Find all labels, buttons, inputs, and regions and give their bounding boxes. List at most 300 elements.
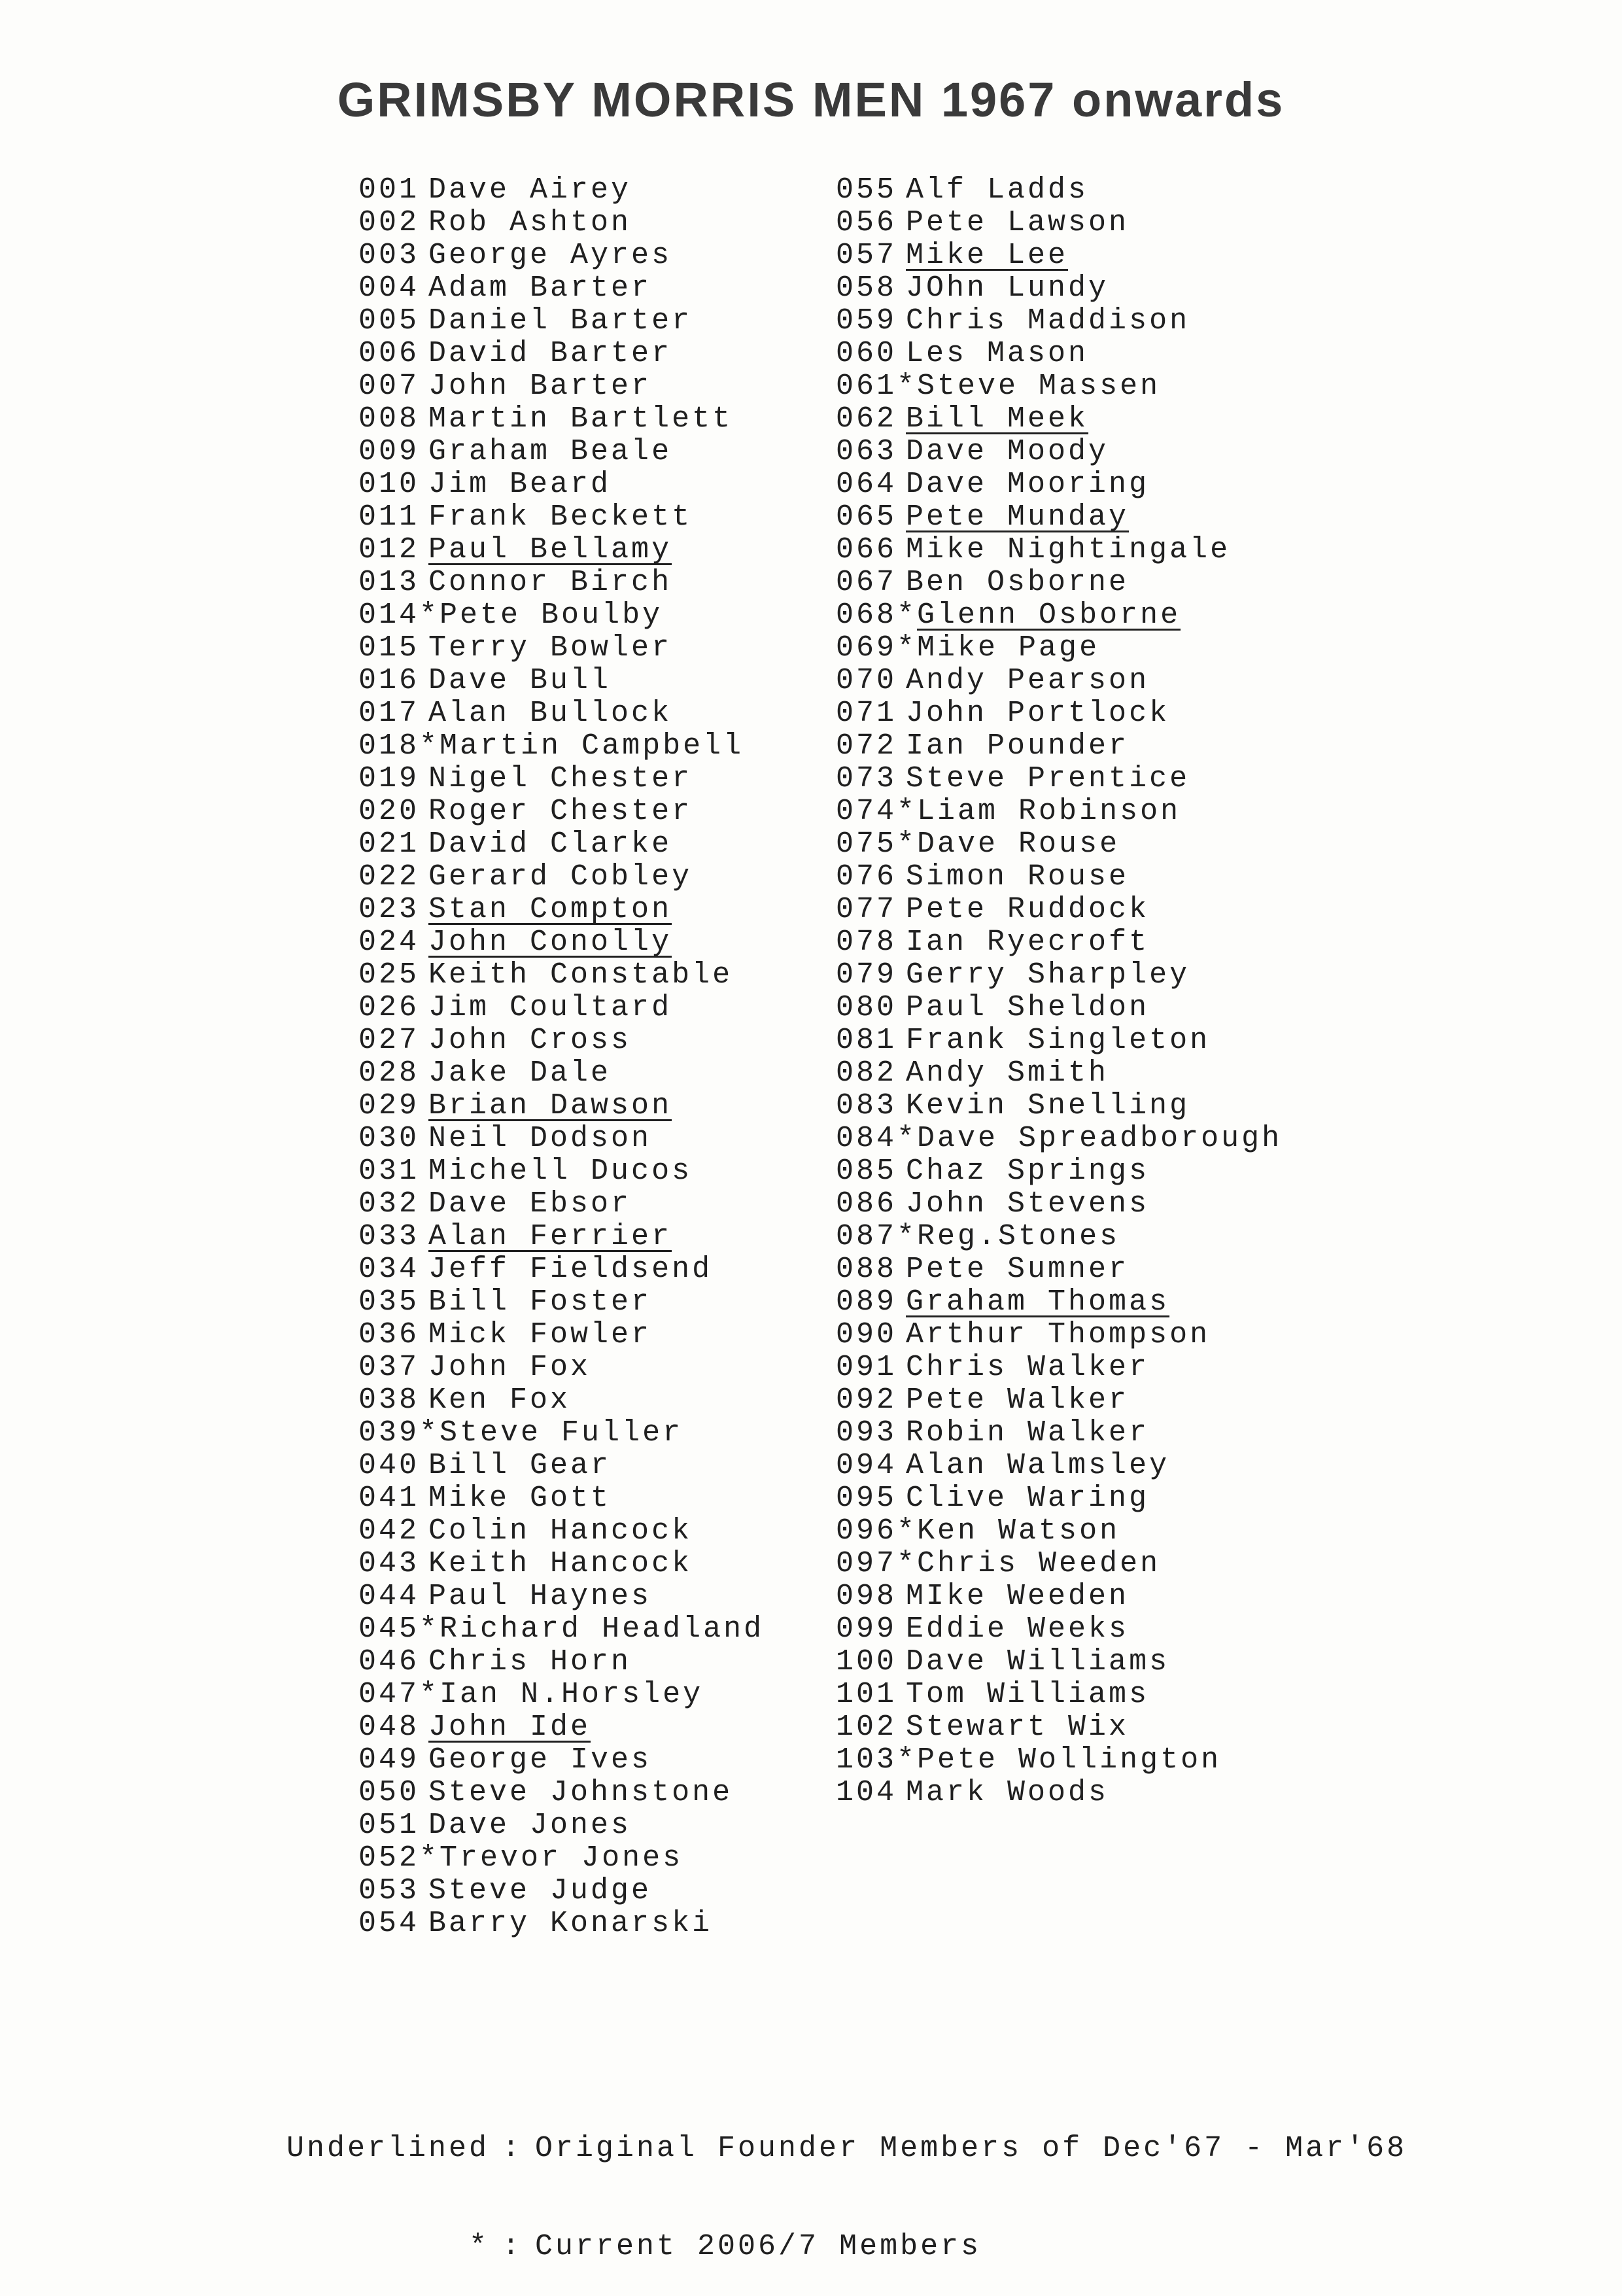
member-entry <box>836 1450 1282 1482</box>
member-number: 015 <box>358 631 420 665</box>
member-entry <box>836 1122 1282 1155</box>
member-name: Keith Hancock <box>428 1547 693 1580</box>
member-number: 066 <box>836 533 897 566</box>
member-entry <box>836 1646 1282 1679</box>
member-entry <box>358 632 764 665</box>
member-number: 047 <box>358 1678 420 1711</box>
number-gap <box>419 1384 428 1417</box>
member-entry <box>836 239 1282 272</box>
member-number: 042 <box>358 1514 420 1548</box>
member-entry <box>836 1515 1282 1548</box>
member-entry <box>836 1711 1282 1744</box>
member-entry <box>836 861 1282 894</box>
member-number: 046 <box>358 1645 420 1679</box>
member-entry <box>358 566 764 599</box>
number-gap <box>419 1188 428 1221</box>
member-entry <box>836 468 1282 501</box>
member-name: Richard Headland <box>440 1612 765 1646</box>
member-number: 076 <box>836 860 897 894</box>
member-name: John Fox <box>428 1351 591 1384</box>
member-number: 012 <box>358 533 420 566</box>
member-number: 101 <box>836 1678 897 1711</box>
member-name: Reg.Stones <box>917 1220 1120 1253</box>
member-name: Keith Constable <box>428 958 733 992</box>
member-number: 089 <box>836 1285 897 1319</box>
member-name: Mike Gott <box>428 1482 612 1515</box>
member-name: Trevor Jones <box>440 1841 683 1875</box>
member-entry <box>358 1809 764 1842</box>
member-name: George Ives <box>428 1743 652 1777</box>
member-name: Brian Dawson <box>428 1089 672 1122</box>
number-gap <box>897 894 906 926</box>
member-name: Pete Wollington <box>917 1743 1222 1777</box>
legend-separator: : <box>502 2132 523 2165</box>
member-name: Pete Lawson <box>906 206 1130 239</box>
member-number: 001 <box>358 173 420 207</box>
number-gap <box>419 697 428 730</box>
member-name: Rob Ashton <box>428 206 632 239</box>
number-gap <box>897 1450 906 1482</box>
member-name: Chris Walker <box>906 1351 1150 1384</box>
member-name: Jeff Fieldsend <box>428 1253 713 1286</box>
member-number: 052 <box>358 1841 420 1875</box>
number-gap <box>419 338 428 370</box>
current-member-asterisk: * <box>897 1743 918 1777</box>
member-number: 014 <box>358 599 420 632</box>
member-name: JOhn Lundy <box>906 271 1109 305</box>
member-entry <box>836 992 1282 1024</box>
member-name: Alan Walmsley <box>906 1449 1170 1482</box>
member-number: 067 <box>836 566 897 599</box>
member-entry <box>358 1450 764 1482</box>
member-number: 091 <box>836 1351 897 1384</box>
number-gap <box>419 468 428 501</box>
member-name: Alf Ladds <box>906 173 1089 207</box>
number-gap <box>419 1777 428 1809</box>
member-number: 103 <box>836 1743 897 1777</box>
member-name: Arthur Thompson <box>906 1318 1211 1351</box>
member-number: 090 <box>836 1318 897 1351</box>
number-gap <box>897 1188 906 1221</box>
member-name: Chaz Springs <box>906 1155 1150 1188</box>
member-number: 013 <box>358 566 420 599</box>
members-list-left <box>358 174 764 1940</box>
number-gap <box>897 272 906 305</box>
member-name: Ken Watson <box>917 1514 1120 1548</box>
member-entry <box>358 239 764 272</box>
member-name: Pete Boulby <box>440 599 663 632</box>
member-entry <box>836 1417 1282 1450</box>
member-number: 075 <box>836 827 897 861</box>
number-gap <box>419 894 428 926</box>
member-entry <box>358 272 764 305</box>
member-name: Pete Sumner <box>906 1253 1130 1286</box>
member-number: 019 <box>358 762 420 795</box>
member-entry <box>358 1679 764 1711</box>
member-number: 038 <box>358 1383 420 1417</box>
member-name: Mike Page <box>917 631 1100 665</box>
number-gap <box>897 1679 906 1711</box>
member-number: 018 <box>358 729 420 763</box>
member-number: 025 <box>358 958 420 992</box>
member-number: 007 <box>358 370 420 403</box>
member-entry <box>358 338 764 370</box>
member-name: Bill Gear <box>428 1449 612 1482</box>
member-name: Dave Williams <box>906 1645 1170 1679</box>
member-number: 041 <box>358 1482 420 1515</box>
current-member-asterisk: * <box>419 599 440 632</box>
current-member-asterisk: * <box>897 1122 918 1155</box>
member-name: Dave Rouse <box>917 827 1120 861</box>
member-number: 080 <box>836 991 897 1024</box>
member-entry <box>836 632 1282 665</box>
member-name: Liam Robinson <box>917 795 1181 828</box>
member-name: Chris Weeden <box>917 1547 1161 1580</box>
member-entry <box>358 174 764 207</box>
member-name: Steve Fuller <box>440 1416 683 1450</box>
member-number: 055 <box>836 173 897 207</box>
member-name: Andy Smith <box>906 1056 1109 1090</box>
member-entry <box>358 1024 764 1057</box>
member-name: Dave Airey <box>428 173 632 207</box>
number-gap <box>419 1253 428 1286</box>
member-number: 034 <box>358 1253 420 1286</box>
member-number: 056 <box>836 206 897 239</box>
member-name: Pete Ruddock <box>906 893 1150 926</box>
member-name: Jim Coultard <box>428 991 672 1024</box>
member-entry <box>358 992 764 1024</box>
member-number: 060 <box>836 337 897 370</box>
member-entry <box>836 730 1282 763</box>
member-name: Kevin Snelling <box>906 1089 1190 1122</box>
number-gap <box>897 1711 906 1744</box>
member-entry <box>358 436 764 468</box>
member-name: Tom Williams <box>906 1678 1150 1711</box>
number-gap <box>897 730 906 763</box>
member-name: Martin Campbell <box>440 729 744 763</box>
member-name: Alan Ferrier <box>428 1220 672 1253</box>
member-name: Frank Singleton <box>906 1024 1211 1057</box>
number-gap <box>419 828 428 861</box>
legend-separator: : <box>502 2230 523 2263</box>
member-number: 098 <box>836 1580 897 1613</box>
number-gap <box>897 338 906 370</box>
number-gap <box>897 959 906 992</box>
member-name: Bill Meek <box>906 402 1089 436</box>
member-name: Glenn Osborne <box>917 599 1181 632</box>
member-name: Gerard Cobley <box>428 860 693 894</box>
member-name: Jake Dale <box>428 1056 612 1090</box>
member-entry <box>836 1057 1282 1090</box>
member-name: Chris Maddison <box>906 304 1190 338</box>
current-member-asterisk: * <box>897 631 918 665</box>
member-number: 077 <box>836 893 897 926</box>
member-name: Ian Pounder <box>906 729 1130 763</box>
member-entry <box>836 1580 1282 1613</box>
member-entry <box>836 894 1282 926</box>
number-gap <box>897 239 906 272</box>
member-entry <box>358 763 764 795</box>
member-number: 088 <box>836 1253 897 1286</box>
number-gap <box>419 370 428 403</box>
member-name: Mark Woods <box>906 1776 1109 1809</box>
number-gap <box>419 174 428 207</box>
member-name: Mike Nightingale <box>906 533 1231 566</box>
member-entry <box>836 1482 1282 1515</box>
member-name: John Portlock <box>906 697 1170 730</box>
member-name: George Ayres <box>428 239 672 272</box>
member-entry <box>836 763 1282 795</box>
member-entry <box>836 1744 1282 1777</box>
member-entry <box>836 305 1282 338</box>
member-entry <box>358 1515 764 1548</box>
member-number: 049 <box>358 1743 420 1777</box>
current-member-asterisk: * <box>897 827 918 861</box>
member-number: 082 <box>836 1056 897 1090</box>
number-gap <box>897 305 906 338</box>
member-entry <box>836 1286 1282 1319</box>
member-number: 084 <box>836 1122 897 1155</box>
legend-current-key: * <box>468 2230 489 2263</box>
member-entry <box>836 665 1282 697</box>
member-number: 031 <box>358 1155 420 1188</box>
member-number: 021 <box>358 827 420 861</box>
number-gap <box>897 1482 906 1515</box>
member-number: 063 <box>836 435 897 468</box>
member-entry <box>358 1090 764 1122</box>
member-number: 061 <box>836 370 897 403</box>
member-name: John Barter <box>428 370 652 403</box>
number-gap <box>897 1613 906 1646</box>
member-entry <box>358 1907 764 1940</box>
current-member-asterisk: * <box>897 370 918 403</box>
member-number: 079 <box>836 958 897 992</box>
member-name: David Barter <box>428 337 672 370</box>
number-gap <box>419 501 428 534</box>
current-member-asterisk: * <box>897 1220 918 1253</box>
member-entry <box>358 1253 764 1286</box>
number-gap <box>419 1319 428 1351</box>
member-name: Jim Beard <box>428 468 612 501</box>
member-name: Frank Beckett <box>428 500 693 534</box>
number-gap <box>897 1417 906 1450</box>
member-name: Terry Bowler <box>428 631 672 665</box>
member-number: 095 <box>836 1482 897 1515</box>
member-number: 087 <box>836 1220 897 1253</box>
member-number: 024 <box>358 926 420 959</box>
member-name: Barry Konarski <box>428 1907 713 1940</box>
member-entry <box>836 1613 1282 1646</box>
number-gap <box>419 1057 428 1090</box>
number-gap <box>897 697 906 730</box>
number-gap <box>897 1319 906 1351</box>
number-gap <box>897 207 906 239</box>
number-gap <box>419 1482 428 1515</box>
member-number: 092 <box>836 1383 897 1417</box>
number-gap <box>419 795 428 828</box>
member-number: 030 <box>358 1122 420 1155</box>
member-number: 036 <box>358 1318 420 1351</box>
member-name: Stewart Wix <box>906 1711 1130 1744</box>
current-member-asterisk: * <box>897 599 918 632</box>
member-number: 064 <box>836 468 897 501</box>
member-number: 043 <box>358 1547 420 1580</box>
member-name: Les Mason <box>906 337 1089 370</box>
member-entry <box>358 795 764 828</box>
member-number: 099 <box>836 1612 897 1646</box>
number-gap <box>897 1253 906 1286</box>
number-gap <box>419 436 428 468</box>
legend-underlined-text: Original Founder Members of Dec'67 - Mar'68 <box>535 2132 1407 2165</box>
number-gap <box>419 1646 428 1679</box>
member-entry <box>358 959 764 992</box>
member-name: Clive Waring <box>906 1482 1150 1515</box>
member-number: 100 <box>836 1645 897 1679</box>
member-entry <box>358 894 764 926</box>
number-gap <box>419 1155 428 1188</box>
member-name: Stan Compton <box>428 893 672 926</box>
member-entry <box>836 174 1282 207</box>
member-number: 004 <box>358 271 420 305</box>
member-number: 085 <box>836 1155 897 1188</box>
member-name: Mike Lee <box>906 239 1069 272</box>
member-name: Ian N.Horsley <box>440 1678 704 1711</box>
member-number: 048 <box>358 1711 420 1744</box>
current-member-asterisk: * <box>419 1416 440 1450</box>
member-entry <box>358 1351 764 1384</box>
number-gap <box>419 1286 428 1319</box>
member-name: Chris Horn <box>428 1645 632 1679</box>
member-entry <box>358 730 764 763</box>
member-entry <box>358 1319 764 1351</box>
member-number: 020 <box>358 795 420 828</box>
legend-founder-line <box>229 2132 1407 2165</box>
member-entry <box>358 1613 764 1646</box>
current-member-asterisk: * <box>897 1547 918 1580</box>
member-name: Graham Thomas <box>906 1285 1170 1319</box>
number-gap <box>419 566 428 599</box>
member-entry <box>358 468 764 501</box>
number-gap <box>419 1024 428 1057</box>
number-gap <box>419 1548 428 1580</box>
number-gap <box>419 1450 428 1482</box>
number-gap <box>419 1711 428 1744</box>
number-gap <box>419 992 428 1024</box>
member-entry <box>358 305 764 338</box>
member-entry <box>358 1122 764 1155</box>
member-entry <box>836 1024 1282 1057</box>
number-gap <box>897 1646 906 1679</box>
member-name: Ben Osborne <box>906 566 1130 599</box>
member-entry <box>358 1188 764 1221</box>
member-number: 054 <box>358 1907 420 1940</box>
member-name: Adam Barter <box>428 271 652 305</box>
member-number: 069 <box>836 631 897 665</box>
number-gap <box>419 272 428 305</box>
member-entry <box>358 1155 764 1188</box>
number-gap <box>897 501 906 534</box>
number-gap <box>897 403 906 436</box>
member-entry <box>836 1351 1282 1384</box>
member-number: 011 <box>358 500 420 534</box>
number-gap <box>419 1090 428 1122</box>
member-entry <box>358 599 764 632</box>
number-gap <box>897 566 906 599</box>
number-gap <box>419 1122 428 1155</box>
member-entry <box>358 926 764 959</box>
member-number: 023 <box>358 893 420 926</box>
member-name: Steve Judge <box>428 1874 652 1907</box>
member-entry <box>358 1580 764 1613</box>
number-gap <box>419 959 428 992</box>
current-member-asterisk: * <box>897 795 918 828</box>
member-name: Dave Moody <box>906 435 1109 468</box>
current-member-asterisk: * <box>419 729 440 763</box>
member-entry <box>358 370 764 403</box>
member-entry <box>358 403 764 436</box>
member-entry <box>358 1646 764 1679</box>
member-name: John Cross <box>428 1024 632 1057</box>
member-name: Mick Fowler <box>428 1318 652 1351</box>
member-number: 078 <box>836 926 897 959</box>
member-entry <box>358 1384 764 1417</box>
number-gap <box>419 1351 428 1384</box>
member-number: 029 <box>358 1089 420 1122</box>
member-number: 072 <box>836 729 897 763</box>
member-name: John Stevens <box>906 1187 1150 1221</box>
number-gap <box>897 1580 906 1613</box>
member-name: Ken Fox <box>428 1383 571 1417</box>
member-entry <box>358 1548 764 1580</box>
member-entry <box>836 926 1282 959</box>
member-entry <box>836 207 1282 239</box>
current-member-asterisk: * <box>419 1841 440 1875</box>
member-name: Dave Ebsor <box>428 1187 632 1221</box>
member-number: 070 <box>836 664 897 697</box>
number-gap <box>419 665 428 697</box>
member-name: Steve Prentice <box>906 762 1190 795</box>
member-number: 017 <box>358 697 420 730</box>
number-gap <box>897 534 906 566</box>
member-name: Steve Johnstone <box>428 1776 733 1809</box>
member-number: 058 <box>836 271 897 305</box>
number-gap <box>419 861 428 894</box>
member-number: 045 <box>358 1612 420 1646</box>
member-number: 037 <box>358 1351 420 1384</box>
member-entry <box>836 403 1282 436</box>
member-entry <box>836 534 1282 566</box>
member-name: Colin Hancock <box>428 1514 693 1548</box>
member-entry <box>358 1711 764 1744</box>
member-name: Connor Birch <box>428 566 672 599</box>
number-gap <box>897 1286 906 1319</box>
number-gap <box>419 403 428 436</box>
number-gap <box>419 534 428 566</box>
member-name: John Conolly <box>428 926 672 959</box>
member-number: 039 <box>358 1416 420 1450</box>
member-name: Paul Sheldon <box>906 991 1150 1024</box>
member-name: Daniel Barter <box>428 304 693 338</box>
member-number: 026 <box>358 991 420 1024</box>
member-number: 010 <box>358 468 420 501</box>
member-entry <box>836 501 1282 534</box>
member-number: 068 <box>836 599 897 632</box>
member-name: Bill Foster <box>428 1285 652 1319</box>
member-name: Dave Spreadborough <box>917 1122 1283 1155</box>
member-number: 033 <box>358 1220 420 1253</box>
current-member-asterisk: * <box>897 1514 918 1548</box>
member-entry <box>358 207 764 239</box>
